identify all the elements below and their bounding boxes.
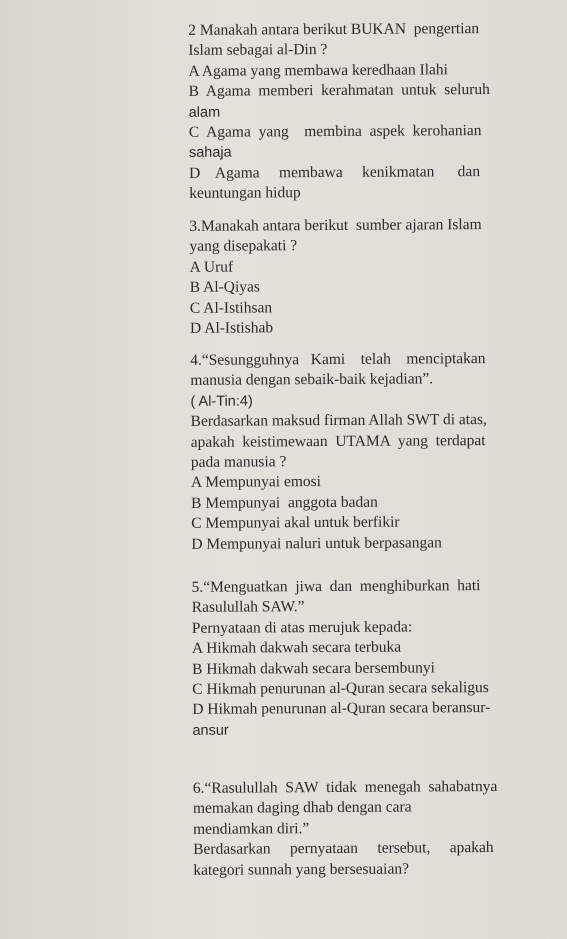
question-2-option-a: A Agama yang membawa keredhaan Ilahi [188, 61, 449, 80]
question-3 [189, 215, 550, 340]
question-5-stem-line: 5.“Menguatkan jiwa dan menghiburkan hati [191, 577, 481, 596]
question-6-stem-line: kategori sunnah yang bersesuaian? [193, 860, 410, 879]
question-2-option-c: C Agama yang membina aspek kerohanian [188, 122, 482, 141]
question-2-stem-line: 2 Manakah antara berikut BUKAN pengertian [188, 20, 480, 39]
question-4-stem-line: pada manusia ? [190, 453, 287, 471]
question-3-option-d: D Al-Istishab [189, 319, 274, 337]
question-2-option-d: D Agama membawa kenikmatan dan [189, 162, 481, 182]
question-3-option-b: B Al-Qiyas [189, 278, 260, 297]
question-3-option-a: A Uruf [189, 258, 234, 276]
question-6 [193, 777, 554, 881]
question-5-option-b: B Hikmah dakwah secara bersembunyi [192, 658, 435, 678]
question-3-stem-line: yang disepakati ? [189, 237, 298, 256]
question-4-stem-line: Berdasarkan maksud firman Allah SWT di atas, [190, 411, 487, 431]
question-6-stem-line: memakan daging dhab dengan cara [192, 798, 412, 818]
question-4-stem-line: apakah keistimewaan UTAMA yang terdapat [190, 431, 486, 451]
question-2-option-b-cont: alam [188, 104, 221, 121]
question-6-stem-line: 6.“Rasulullah SAW tidak menegah sahabatnya [192, 777, 498, 797]
question-5-option-a: A Hikmah dakwah secara terbuka [191, 638, 402, 658]
question-4-option-b: B Mempunyai anggota badan [191, 493, 378, 512]
question-2 [188, 19, 549, 205]
question-4-stem-line: 4.“Sesungguhnya Kami telah menciptakan [190, 350, 486, 369]
question-3-stem-line: 3.Manakah antara berikut sumber ajaran Islam [189, 216, 482, 235]
question-5-option-d: D Hikmah penurunan al-Quran secara beransur- [192, 699, 491, 719]
question-4 [190, 349, 551, 555]
question-4-option-d: D Mempunyai naluri untuk berpasangan [191, 533, 442, 553]
question-2-stem-line: Islam sebagai al-Din ? [188, 41, 328, 60]
question-2-option-d-cont: keuntungan hidup [189, 184, 301, 203]
question-6-stem-line: mendiamkan diri.” [193, 819, 310, 838]
question-4-option-a: A Mempunyai emosi [190, 473, 322, 492]
question-2-option-b: B Agama memberi kerahmatan untuk seluruh [188, 81, 490, 101]
question-6-stem-line: Berdasarkan pernyataan tersebut, apakah [193, 839, 494, 859]
question-5-option-c: C Hikmah penurunan al-Quran secara sekaligus [192, 679, 489, 698]
question-2-option-c-cont: sahaja [188, 145, 232, 162]
question-5-option-d-cont: ansur [192, 722, 229, 739]
question-3-option-c: C Al-Istihsan [189, 298, 273, 317]
question-5-stem-line: Rasulullah SAW.” [191, 598, 305, 617]
question-5-stem-line: Pernyataan di atas merujuk kepada: [191, 618, 413, 637]
question-4-reference: ( Al-Tin:4) [190, 393, 253, 410]
question-5 [192, 576, 553, 741]
question-4-stem-line: manusia dengan sebaik-baik kejadian”. [190, 370, 434, 390]
question-4-option-c: C Mempunyai akal untuk berfikir [191, 513, 400, 533]
